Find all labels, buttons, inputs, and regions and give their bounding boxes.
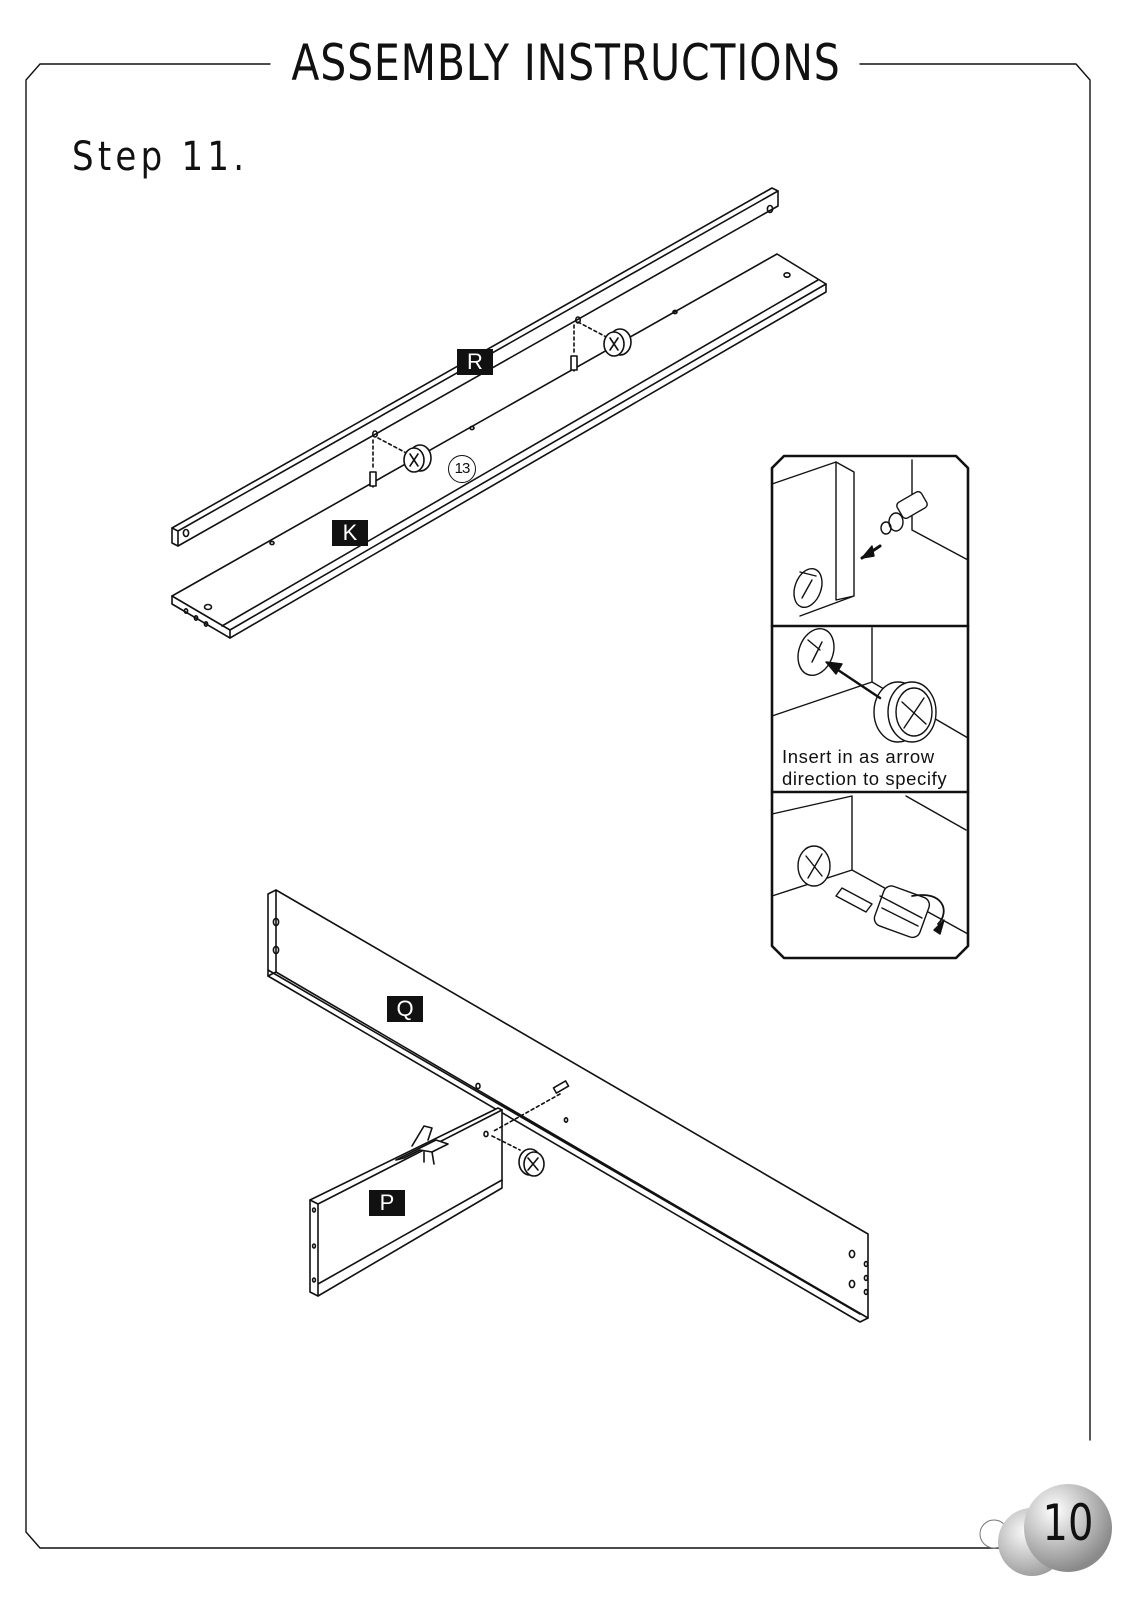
cam-lock-3: [519, 1149, 544, 1176]
cam-lock-1: [604, 329, 631, 356]
step-label: Step 11.: [72, 134, 249, 180]
detail-panel: [772, 456, 968, 958]
board-k-drawing: [172, 254, 826, 638]
detail-instruction-text: Insert in as arrow direction to specify: [782, 746, 948, 789]
part-label-q: Q: [387, 996, 423, 1022]
page-title: [102, 34, 1030, 92]
hardware-callout-13: 13: [448, 455, 476, 483]
part-label-p: P: [369, 1190, 405, 1216]
part-label-r: R: [457, 349, 493, 375]
page-title-text: ASSEMBLY INSTRUCTIONS: [280, 34, 852, 92]
panel-p-drawing: [310, 1108, 502, 1296]
part-label-k: K: [332, 520, 368, 546]
cam-lock-2: [404, 445, 431, 472]
page-number: 10: [1042, 1494, 1094, 1552]
